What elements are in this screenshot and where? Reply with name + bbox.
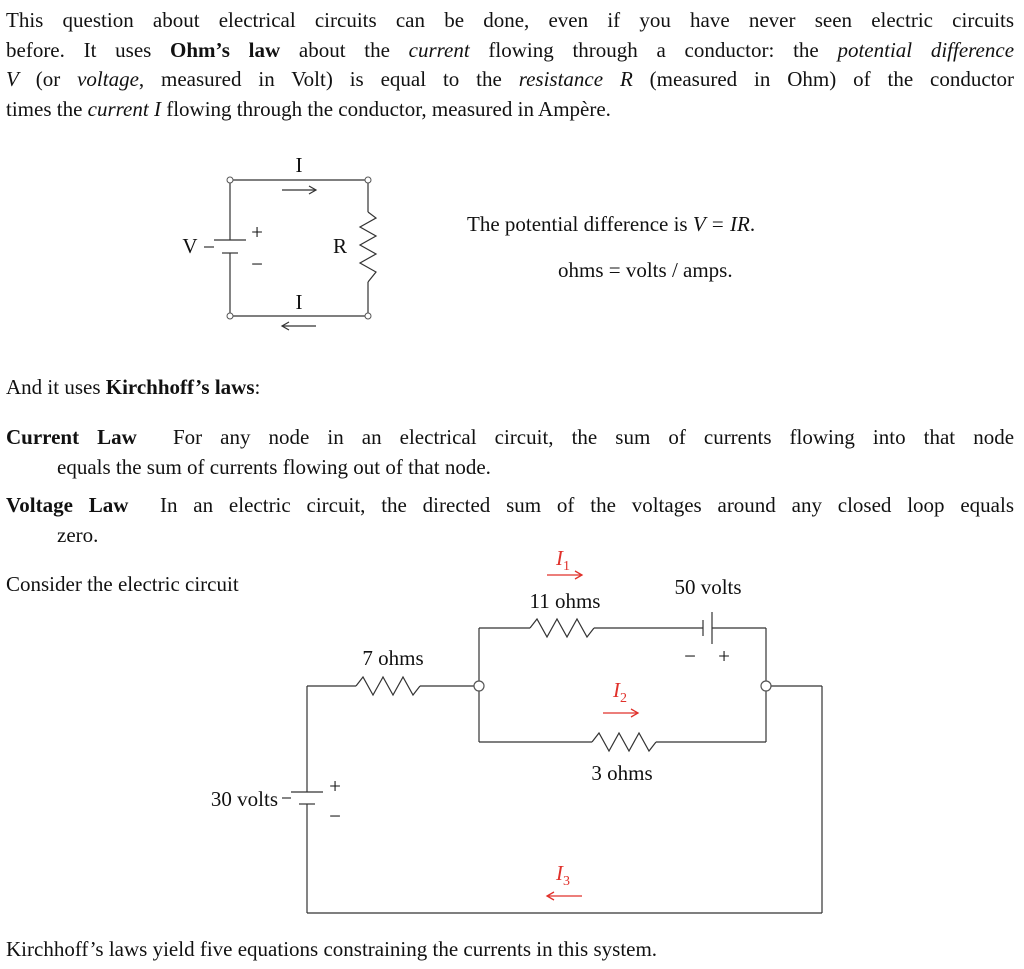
node-left (474, 681, 484, 691)
ohm-node-br (365, 313, 371, 319)
label-30-volts: 30 volts (210, 787, 278, 811)
i3-arrow-head (547, 892, 554, 900)
i1-label: $I_1$ (556, 546, 570, 574)
battery-30-minus: − (329, 804, 341, 828)
resistor-3-ohms (592, 733, 656, 751)
ohm-arrow-top-head (309, 186, 316, 194)
footer-text: Kirchhoff’s laws yield five equations constraining the currents in this system. (6, 937, 658, 961)
ohm-plus-sign: + (251, 220, 263, 244)
ohm-node-bl (227, 313, 233, 319)
ohm-minus-sign: − (251, 252, 263, 276)
kirchhoff-intro: And it uses Kirchhoff’s laws: (6, 375, 261, 399)
ohm-current-top-label: I (295, 153, 303, 177)
voltage-law-line-1: Voltage Law In an electric circuit, the directed sum of the voltages around any closed loop equals (6, 493, 1015, 517)
label-7-ohms: 7 ohms (362, 646, 424, 670)
current-law (6, 423, 1014, 482)
current-law-term: Current Law (6, 425, 137, 449)
current-arrows (547, 571, 638, 900)
formula-line-1: The potential difference is V = IR. (467, 212, 756, 236)
voltage-law-line-2: zero. (57, 522, 99, 547)
voltage-law (6, 491, 1014, 550)
intro-line-2: before. It uses Ohm’s law about the current flowing through a conductor: the potential difference (6, 37, 1015, 62)
label-11-ohms: 11 ohms (529, 589, 601, 613)
ohm-resistor-zigzag (360, 212, 376, 282)
node-right (761, 681, 771, 691)
i3-label: $I_3$ (556, 861, 570, 889)
battery-30-plus: + (329, 774, 341, 798)
consider-text: Consider the electric circuit (6, 572, 239, 596)
intro-line-3: V (or voltage, measured in Volt) is equal to the resistance R (measured in Ohm) of the conductor (6, 67, 1014, 91)
ohm-voltage-label: V (182, 234, 198, 258)
i2-label: $I_2$ (613, 678, 627, 706)
ohm-arrow-bottom-head (282, 322, 289, 330)
ohm-node-tr (365, 177, 371, 183)
i1-arrow-head (575, 571, 582, 579)
ohm-resistor-label: R (332, 234, 348, 258)
formula-line-2: ohms = volts / amps. (558, 258, 733, 282)
resistor-11-ohms (530, 619, 594, 637)
battery-50-plus: + (718, 644, 730, 668)
intro-paragraph (6, 6, 1014, 124)
current-law-line-2: equals the sum of currents flowing out of that node. (57, 454, 491, 479)
intro-line-4: times the current I flowing through the conductor, measured in Ampère. (6, 96, 611, 121)
ohm-current-bottom-label: I (295, 290, 303, 314)
battery-50-minus: − (684, 644, 696, 668)
ohm-node-tl (227, 177, 233, 183)
intro-line-1: This question about electrical circuits can be done, even if you have never seen electric circuits (6, 8, 1014, 32)
label-50-volts: 50 volts (674, 575, 742, 599)
voltage-law-term: Voltage Law (6, 493, 129, 517)
current-law-line-1: Current Law For any node in an electrical circuit, the sum of currents flowing into that node (6, 425, 1015, 449)
resistor-7-ohms (356, 677, 420, 695)
label-3-ohms: 3 ohms (591, 761, 653, 785)
i2-arrow-head (631, 709, 638, 717)
